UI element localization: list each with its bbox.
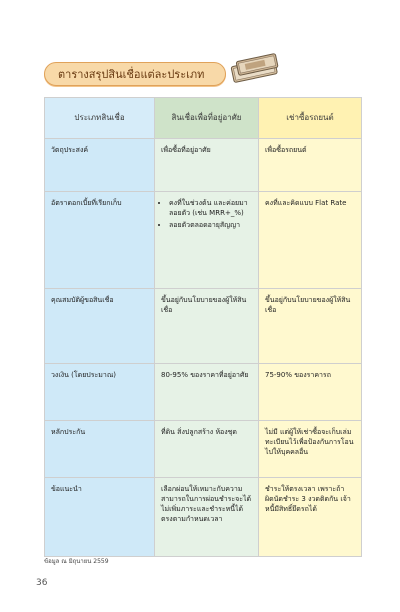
header-car-leasing: เช่าซื้อรถยนต์ [259, 98, 361, 138]
row-housing-value: 80-95% ของราคาที่อยู่อาศัย [155, 364, 259, 420]
interest-bullets [161, 198, 252, 230]
table-header [45, 98, 361, 138]
table-row [45, 420, 361, 477]
row-label: ข้อแนะนำ [45, 478, 155, 556]
row-label: คุณสมบัติผู้ขอสินเชื่อ [45, 289, 155, 363]
row-car-value: คงที่และคิดแบบ Flat Rate [259, 192, 361, 288]
row-housing-value: ขึ้นอยู่กับนโยบายของผู้ให้สินเชื่อ [155, 289, 259, 363]
row-label: อัตราดอกเบี้ยที่เรียกเก็บ [45, 192, 155, 288]
row-car-value: 75-90% ของราคารถ [259, 364, 361, 420]
header-housing-loan: สินเชื่อเพื่อที่อยู่อาศัย [155, 98, 259, 138]
header-loan-type: ประเภทสินเชื่อ [45, 98, 155, 138]
row-housing-value [155, 192, 259, 288]
row-car-value: เพื่อซื้อรถยนต์ [259, 139, 361, 191]
row-housing-value: เลือกผ่อนให้เหมาะกับความสามารถในการผ่อนชำระจะได้ไม่เพิ่มภาระและชำระหนี้ได้ตรงตามกำหนดเวลา [155, 478, 259, 556]
table-row [45, 363, 361, 420]
table-row [45, 477, 361, 556]
table-row [45, 288, 361, 363]
table-row [45, 138, 361, 191]
row-car-value: ไม่มี แต่ผู้ให้เช่าซื้อจะเก็บเล่มทะเบียนไว้เพื่อป้องกันการโอนไปให้บุคคลอื่น [259, 421, 361, 477]
row-label: วงเงิน (โดยประมาณ) [45, 364, 155, 420]
row-car-value: ชำระให้ตรงเวลา เพราะถ้าผิดนัดชำระ 3 งวดติดกัน เจ้าหนี้มีสิทธิ์ยึดรถได้ [259, 478, 361, 556]
banknote-stack-icon [228, 52, 282, 86]
page-number: 36 [36, 578, 48, 588]
row-label: วัตถุประสงค์ [45, 139, 155, 191]
bullet-item: • คงที่ในช่วงต้น และค่อยมาลอยตัว (เช่น MRR+_%) [169, 198, 252, 218]
page-title: ตารางสรุปสินเชื่อแต่ละประเภท [58, 68, 205, 81]
table-row [45, 191, 361, 288]
row-label: หลักประกัน [45, 421, 155, 477]
loan-summary-table [44, 97, 362, 557]
row-car-value: ขึ้นอยู่กับนโยบายของผู้ให้สินเชื่อ [259, 289, 361, 363]
row-housing-value: เพื่อซื้อที่อยู่อาศัย [155, 139, 259, 191]
bullet-item: • ลอยตัวตลอดอายุสัญญา [169, 220, 252, 230]
row-housing-value: ที่ดิน สิ่งปลูกสร้าง ห้องชุด [155, 421, 259, 477]
data-source-note: ข้อมูล ณ มิถุนายน 2559 [44, 558, 109, 565]
